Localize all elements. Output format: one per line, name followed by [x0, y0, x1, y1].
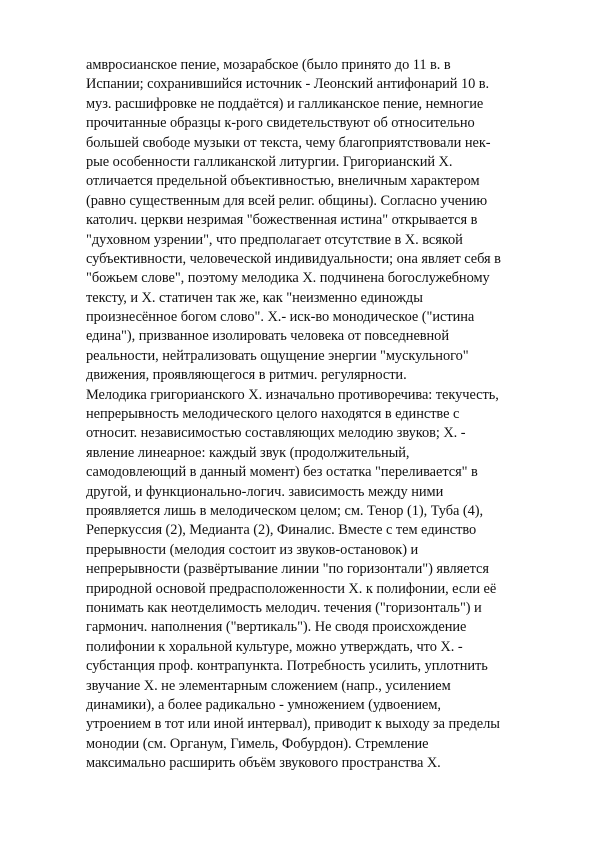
text-line: "божьем слове", поэтому мелодика X. подчинена богослужебному	[86, 270, 490, 287]
text-line: прочитанные образцы к-рого свидетельствуют об относительно	[86, 115, 475, 132]
text-line: реальности, нейтрализовать ощущение энергии "мускульного"	[86, 347, 469, 364]
text-line: "духовном узрении", что предполагает отсутствие в X. всякой	[86, 231, 463, 248]
text-line: Испании; сохранившийся источник - Леонский антифонарий 10 в.	[86, 76, 490, 93]
text-line: тексту, и X. статичен так же, как "неизменно единожды	[86, 289, 423, 306]
text-line: звучание X. не элементарным сложением (напр., усилением	[86, 677, 451, 694]
text-line: субстанция проф. контрапункта. Потребность усилить, уплотнить	[86, 658, 488, 675]
text-line: муз. расшифровке не поддаётся) и галликанское пение, немногие	[86, 95, 484, 112]
text-line: большей свободе музыки от текста, чему благоприятствовали нек-	[86, 134, 491, 151]
text-line: гармонич. наполнения ("вертикаль"). Не сводя происхождение	[86, 619, 467, 636]
text-line: полифонии к хоральной культуре, можно утверждать, что X. -	[86, 638, 463, 655]
text-line: проявляется лишь в мелодическом целом; см. Тенор (1), Туба (4),	[86, 502, 484, 519]
body-text	[86, 56, 516, 773]
text-line: амвросианское пение, мозарабское (было принято до 11 в. в	[86, 57, 451, 73]
text-line: рые особенности галликанской литургии. Григорианский X.	[86, 153, 453, 170]
text-line: непрерывность мелодического целого находятся в единстве с	[86, 406, 460, 423]
text-line: относит. независимостью составляющих мелодию звуков; X. -	[86, 425, 466, 442]
text-line: монодии (см. Органум, Гимель, Фобурдон). Стремление	[86, 735, 429, 752]
text-line: субъективности, человеческой индивидуальности; она являет себя в	[86, 250, 501, 267]
text-line: явление линеарное: каждый звук (продолжительный,	[86, 444, 410, 461]
text-line: понимать как неотделимость мелодич. течения ("горизонталь") и	[86, 599, 482, 616]
text-line: прерывности (мелодия состоит из звуков-остановок) и	[86, 541, 419, 558]
text-line: непрерывности (развёртывание линии "по горизонтали") является	[86, 561, 489, 578]
text-line: природной основой предрасположенности X. к полифонии, если её	[86, 580, 497, 597]
text-line: движения, проявляющегося в ритмич. регулярности.	[86, 367, 407, 384]
text-line: (равно существенным для всей религ. общины). Согласно учению	[86, 192, 488, 209]
text-line: Мелодика григорианского X. изначально противоречива: текучесть,	[86, 386, 499, 403]
text-line: произнесённое богом слово". X.- иск-во монодическое ("истина	[86, 309, 475, 326]
text-line: самодовлеющий в данный момент) без остатка "переливается" в	[86, 464, 478, 481]
text-line: едина"), призванное изолировать человека от повседневной	[86, 328, 449, 345]
text-line: Реперкуссия (2), Медианта (2), Финалис. Вместе с тем единство	[86, 522, 477, 539]
text-line: утроением в тот или иной интервал), приводит к выходу за пределы	[86, 716, 500, 733]
text-line: католич. церкви незримая "божественная истина" открывается в	[86, 212, 478, 229]
text-line: другой, и функционально-логич. зависимость между ними	[86, 483, 444, 500]
text-line: отличается предельной объективностью, внеличным характером	[86, 173, 480, 190]
text-line: максимально расширить объём звукового пространства X.	[86, 755, 441, 772]
text-line: динамики), а более радикально - умножением (удвоением,	[86, 696, 441, 713]
